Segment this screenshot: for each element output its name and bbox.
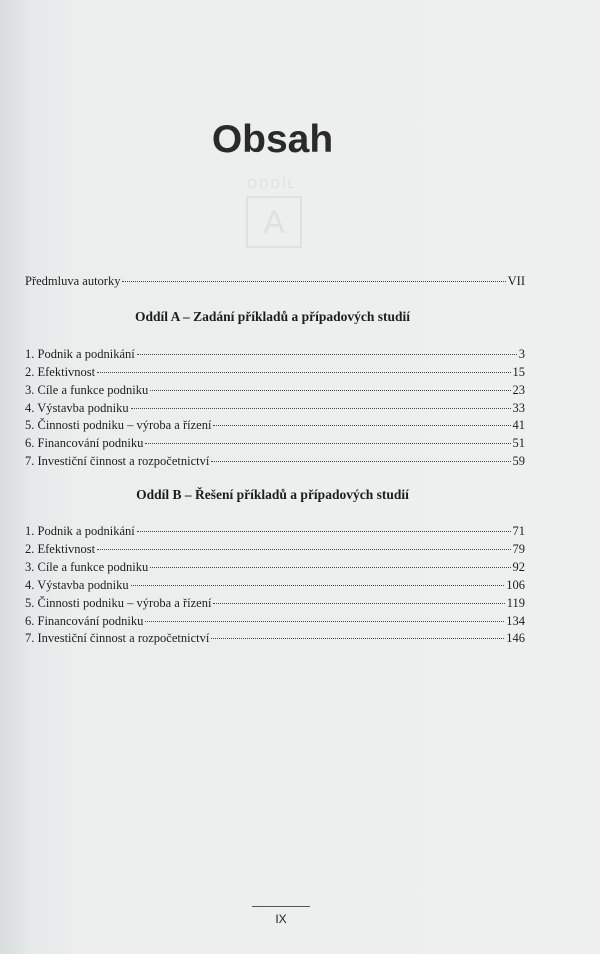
toc-row (25, 416, 525, 434)
toc-row (25, 399, 525, 417)
toc-label: 6. Financování podniku (25, 436, 144, 450)
toc-label: 2. Efektivnost (25, 542, 96, 556)
toc-row (25, 540, 525, 558)
toc-label: 6. Financování podniku (25, 614, 144, 628)
toc-label: 7. Investiční činnost a rozpočetnictví (25, 631, 210, 645)
toc-label: 5. Činnosti podniku – výroba a řízení (25, 596, 212, 610)
toc-page: 79 (512, 542, 525, 556)
toc-row (25, 558, 525, 576)
toc-row (25, 612, 525, 630)
dot-leader (213, 603, 504, 604)
toc-row (25, 576, 525, 594)
toc-label: 1. Podnik a podnikání (25, 524, 135, 538)
toc-row (25, 345, 525, 363)
dot-leader (97, 549, 510, 550)
toc-label: 4. Výstavba podniku (25, 578, 129, 592)
toc-row (25, 594, 525, 612)
toc-row (25, 381, 525, 399)
toc-page: 106 (506, 578, 525, 592)
dot-leader (150, 390, 510, 391)
dot-leader (145, 443, 510, 444)
toc-page: 59 (512, 454, 525, 468)
dot-leader (137, 354, 517, 355)
toc-page: 3 (518, 347, 525, 361)
dot-leader (131, 408, 511, 409)
toc-row (25, 434, 525, 452)
toc-page: 51 (512, 436, 525, 450)
dot-leader (211, 461, 510, 462)
toc-row (25, 363, 525, 381)
dot-leader (137, 531, 511, 532)
toc-label: 2. Efektivnost (25, 365, 96, 379)
dot-leader (122, 281, 505, 282)
watermark-oddil: ODDÍL (247, 176, 297, 191)
dot-leader (131, 585, 505, 586)
toc-page: 15 (512, 365, 525, 379)
toc-label: 1. Podnik a podnikání (25, 347, 135, 361)
toc-row (25, 629, 525, 647)
toc-label: 4. Výstavba podniku (25, 401, 129, 415)
toc-page: VII (507, 274, 525, 288)
toc-page: 146 (506, 631, 525, 645)
toc-page: 71 (512, 524, 525, 538)
toc-label: 3. Cíle a funkce podniku (25, 383, 149, 397)
toc-page: 41 (512, 418, 525, 432)
toc-label: 7. Investiční činnost a rozpočetnictví (25, 454, 210, 468)
toc-label: Předmluva autorky (25, 274, 121, 288)
page-number: IX (275, 912, 287, 926)
toc-label: 3. Cíle a funkce podniku (25, 560, 149, 574)
dot-leader (145, 621, 504, 622)
section-a-heading: Oddíl A – Zadání příkladů a případových studií (135, 309, 410, 324)
toc-row (25, 522, 525, 540)
section-b-heading: Oddíl B – Řešení příkladů a případových studií (136, 487, 409, 502)
toc-row-preface (25, 272, 525, 290)
toc-page: 119 (506, 596, 525, 610)
footer-rule (252, 906, 310, 907)
dot-leader (211, 638, 504, 639)
page-title: Obsah (211, 118, 334, 161)
dot-leader (150, 567, 510, 568)
dot-leader (97, 372, 510, 373)
toc-label: 5. Činnosti podniku – výroba a řízení (25, 418, 212, 432)
toc-page: 33 (512, 401, 525, 415)
toc-page: 92 (512, 560, 525, 574)
toc-page: 23 (512, 383, 525, 397)
dot-leader (213, 425, 510, 426)
watermark-letter-box: A (246, 196, 302, 248)
toc-row (25, 452, 525, 470)
toc-page: 134 (506, 614, 525, 628)
